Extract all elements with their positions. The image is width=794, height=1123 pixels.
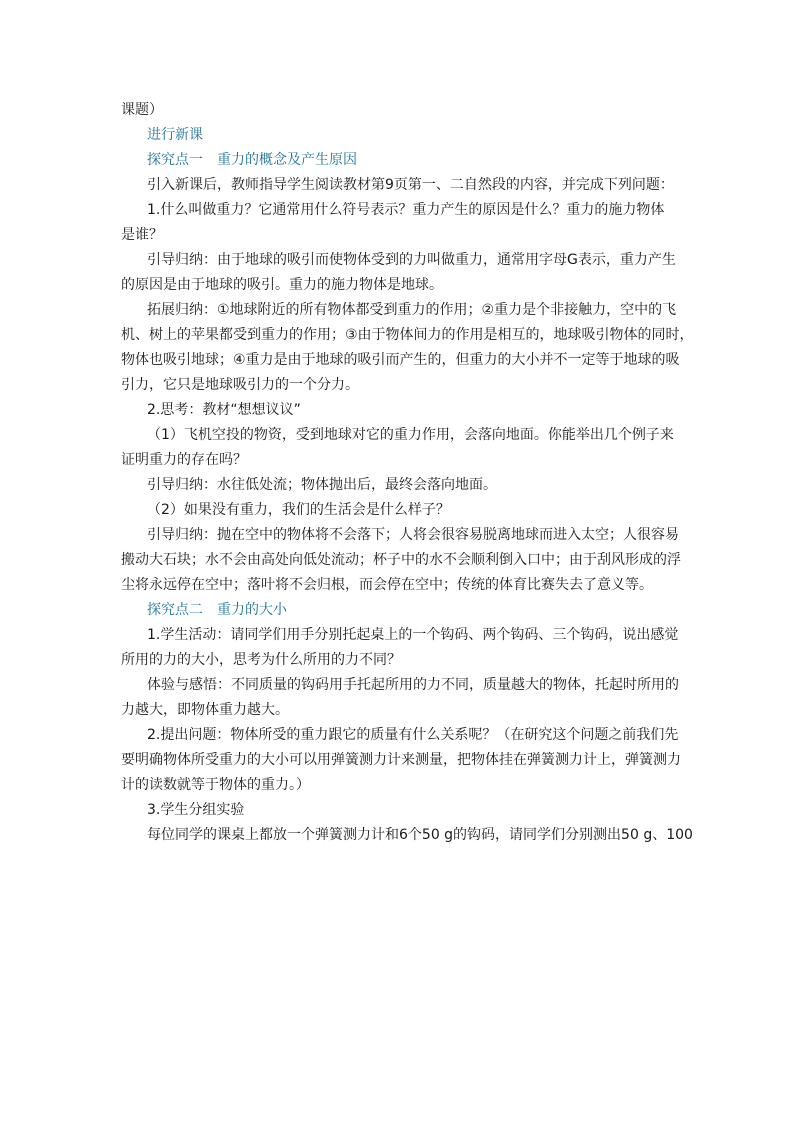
text-line: 要明确物体所受重力的大小可以用弹簧测力计来测量，把物体挂在弹簧测力计上，弹簧测力	[121, 752, 681, 768]
text-line: 搬动大石块；水不会由高处向低处流动；杯子中的水不会顺利倒入口中；由于刮风形成的浮	[121, 552, 681, 568]
text-line: 的原因是由于地球的吸引。重力的施力物体是地球。	[121, 277, 443, 293]
text-line: 课题）	[121, 102, 163, 118]
text-line: 拓展归纳：①地球附近的所有物体都受到重力的作用；②重力是个非接触力，空中的飞	[147, 302, 677, 318]
text-line: 引导归纳：水往低处流；物体抛出后，最终会落向地面。	[147, 477, 497, 493]
text-line: 物体也吸引地球；④重力是由于地球的吸引而产生的，但重力的大小并不一定等于地球的吸	[121, 352, 680, 368]
text-line: 2.思考：教材“想想议议”	[147, 402, 301, 418]
text-line: 是谁？	[121, 227, 163, 243]
text-line: 证明重力的存在吗？	[121, 452, 247, 468]
text-line: 1.什么叫做重力？它通常用什么符号表示？重力产生的原因是什么？重力的施力物体	[147, 202, 665, 218]
text-line: 2.提出问题：物体所受的重力跟它的质量有什么关系呢？（在研究这个问题之前我们先	[147, 727, 679, 743]
section-heading: 探究点二 重力的大小	[147, 602, 287, 618]
text-line: （1）飞机空投的物资，受到地球对它的重力作用，会落向地面。你能举出几个例子来	[147, 427, 674, 443]
text-line: 引导归纳：抛在空中的物体将不会落下；人将会很容易脱离地球而进入太空；人很容易	[147, 527, 679, 543]
text-line: 引导归纳：由于地球的吸引而使物体受到的力叫做重力，通常用字母G表示，重力产生	[147, 252, 676, 268]
text-line: 每位同学的课桌上都放一个弹簧测力计和6个50 g的钩码，请同学们分别测出50 g、100	[147, 827, 693, 843]
text-line: 计的读数就等于物体的重力。）	[121, 777, 310, 793]
text-line: 引力，它只是地球吸引力的一个分力。	[121, 377, 359, 393]
document-body	[121, 98, 694, 848]
text-line: 引入新课后，教师指导学生阅读教材第9页第一、二自然段的内容，并完成下列问题：	[147, 177, 674, 193]
text-line: （2）如果没有重力，我们的生活会是什么样子？	[147, 502, 450, 518]
text-line: 机、树上的苹果都受到重力的作用；③由于物体间力的作用是相互的，地球吸引物体的同时，	[121, 327, 694, 343]
text-line: 尘将永远停在空中；落叶将不会归根，而会停在空中；传统的体育比赛失去了意义等。	[121, 577, 653, 593]
section-heading: 进行新课	[147, 127, 203, 143]
text-line: 力越大，即物体重力越大。	[121, 702, 289, 718]
text-line: 1.学生活动：请同学们用手分别托起桌上的一个钩码、两个钩码、三个钩码，说出感觉	[147, 627, 679, 643]
text-line: 体验与感悟：不同质量的钩码用手托起所用的力不同，质量越大的物体，托起时所用的	[147, 677, 679, 693]
text-line: 所用的力的大小，思考为什么所用的力不同？	[121, 652, 401, 668]
section-heading: 探究点一 重力的概念及产生原因	[147, 152, 357, 168]
text-line: 3.学生分组实验	[147, 802, 245, 818]
